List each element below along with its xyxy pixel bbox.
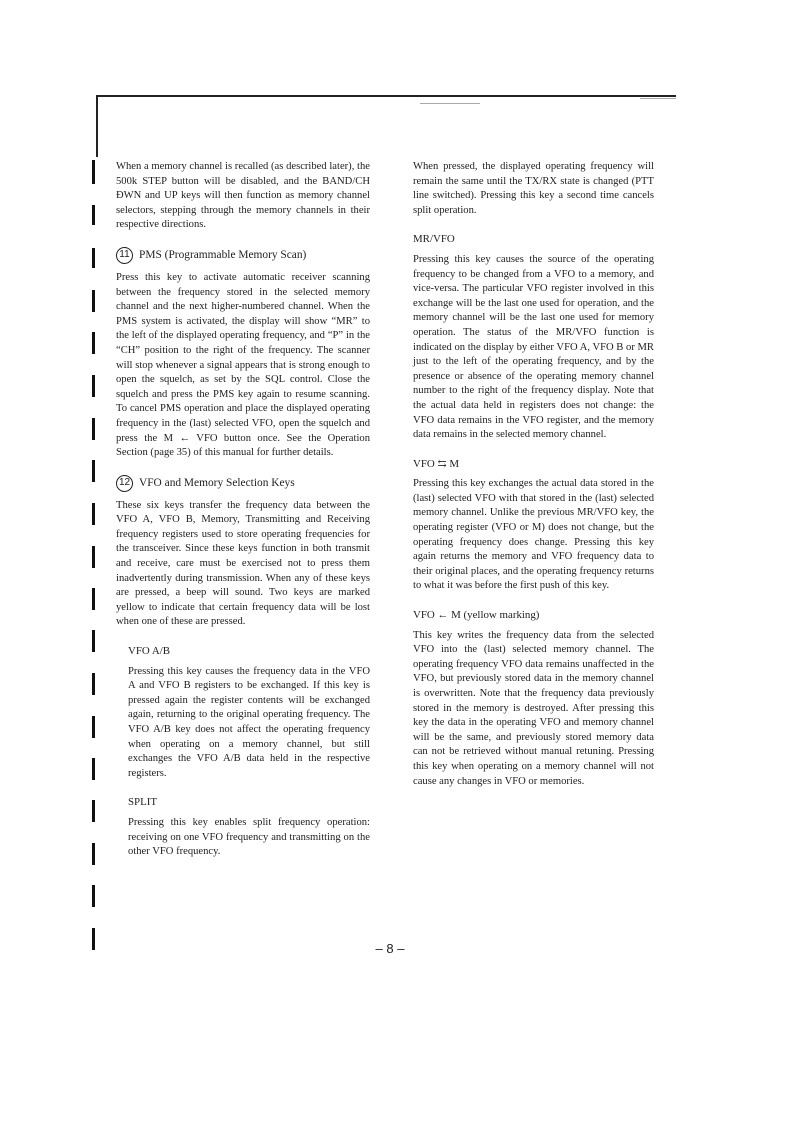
- section-number-badge: 11: [116, 247, 133, 264]
- page-corner-rule: [96, 97, 98, 157]
- margin-mark: [92, 758, 95, 780]
- mr-vfo-title: MR/VFO: [413, 233, 455, 246]
- margin-mark: [92, 248, 95, 268]
- margin-mark: [92, 503, 95, 525]
- margin-mark: [92, 375, 95, 397]
- margin-mark: [92, 460, 95, 482]
- intro-paragraph: When a memory channel is recalled (as described later), the 500k STEP button will be disabled, and the BAND/CH ÐWN and UP keys will then function as memory channel selectors, stepping through the memory channels in their respective directions.: [116, 161, 370, 231]
- left-column: [116, 160, 370, 860]
- pms-title: PMS (Programmable Memory Scan): [139, 249, 307, 262]
- margin-mark: [92, 843, 95, 865]
- section-number-badge: 12: [116, 475, 133, 492]
- margin-mark: [92, 160, 95, 184]
- scan-speck: [420, 103, 480, 104]
- split-section: [116, 795, 370, 859]
- vfo-memory-paragraph: These six keys transfer the frequency data between the VFO A, VFO B, Memory, Transmitting and Receiving frequency registers used to store operating frequencies for the transceiver. Since these keys function in both transmit and receive, care must be exercised not to press them inadvertently during transmission. When any of these keys are pressed, a beep will sound. Two keys are marked yellow to indicate that certain frequency data will be lost when one of these are pressed.: [116, 499, 370, 628]
- margin-mark: [92, 630, 95, 652]
- margin-mark: [92, 928, 95, 950]
- page-number: – 8 –: [375, 941, 405, 956]
- right-column: [413, 160, 654, 789]
- margin-mark: [92, 885, 95, 907]
- margin-mark: [92, 800, 95, 822]
- margin-mark: [92, 716, 95, 738]
- vfo-memory-title: VFO and Memory Selection Keys: [139, 476, 295, 489]
- vfo-ab-paragraph: Pressing this key causes the frequency data in the VFO A and VFO B registers to be exchanged. If this key is pressed again the register contents will be exchanged again, returning to the original operating frequency. The VFO A/B key does not affect the operating frequency when operating on a memory channel, but still exchanges the VFO A/B data held in the respective registers.: [128, 665, 370, 779]
- vfo-swap-m-title: VFO ⇆ M: [413, 457, 460, 470]
- split-paragraph: Pressing this key enables split frequency operation: receiving on one VFO frequency and transmitting on the other VFO frequency.: [128, 816, 370, 858]
- vfo-ab-title: VFO A/B: [128, 645, 171, 658]
- vfo-to-m-paragraph: This key writes the frequency data from the selected VFO into the (last) selected memory channel. The operating frequency VFO data remains unaffected in the VFO, but previously stored data in the memory channel is overwritten. Note that the frequency data previously stored in the memory is destroyed. After pressing this key the data in the operating VFO and memory channel will be the same, and previously stored memory data can not be retrieved without manual retuning. Pressing this key when operating on a memory channel will not cause any changes in VFO or memories.: [413, 629, 654, 787]
- margin-mark: [92, 290, 95, 312]
- margin-mark: [92, 205, 95, 225]
- vfo-memory-heading: [116, 475, 370, 492]
- margin-mark: [92, 588, 95, 610]
- mr-vfo-paragraph: Pressing this key causes the source of the operating frequency to be changed from a VFO to a memory, and vice-versa. The particular VFO register involved in this exchange will be the last one used for operation, and the memory channel will be the last one used for memory operation. The status of the MR/VFO function is indicated on the display by either VFO A, VFO B or MR just to the left of the operating frequency, and by the presence or absence of the operating memory channel number to the right of the frequency display. Note that the actual data held in registers does not change: the VFO data remains in the VFO register, and the memory data remains in the selected memory channel.: [413, 253, 654, 441]
- split-continued-paragraph: When pressed, the displayed operating frequency will remain the same until the TX/RX state is changed (PTT line switched). Pressing this key a second time cancels split operation.: [413, 161, 654, 216]
- margin-mark: [92, 332, 95, 354]
- split-title: SPLIT: [128, 796, 158, 809]
- pms-paragraph: Press this key to activate automatic receiver scanning between the frequency stored in the selected memory channel and the next higher-numbered channel. When the PMS system is activated, the display will show “MR” to the left of the displayed operating frequency, and “P” in the “CH” position to the right of the frequency. The scanner will stop whenever a signal appears that is strong enough to open the squelch, as set by the SQL control. Close the squelch and press the PMS key again to resume scanning. To cancel PMS operation and place the displayed operating frequency in the (last) selected VFO, open the squelch and press the M ← VFO button once. See the Operation Section (page 35) of this manual for further details.: [116, 271, 370, 459]
- margin-mark: [92, 673, 95, 695]
- page-top-rule: [96, 95, 676, 97]
- margin-mark: [92, 546, 95, 568]
- vfo-swap-m-paragraph: Pressing this key exchanges the actual data stored in the (last) selected VFO with that stored in the (last) selected memory channel. Unlike the previous MR/VFO key, the operating register (VFO or M) does not change, but the operating frequency does change. Pressing this key again returns the memory and VFO frequency data to their original places, and the operating frequency returns to what it was before the first push of this key.: [413, 478, 654, 592]
- margin-mark: [92, 418, 95, 440]
- scan-speck: [640, 98, 676, 99]
- vfo-to-m-title: VFO ← M (yellow marking): [413, 609, 540, 622]
- pms-heading: [116, 247, 370, 264]
- vfo-ab-section: [116, 644, 370, 781]
